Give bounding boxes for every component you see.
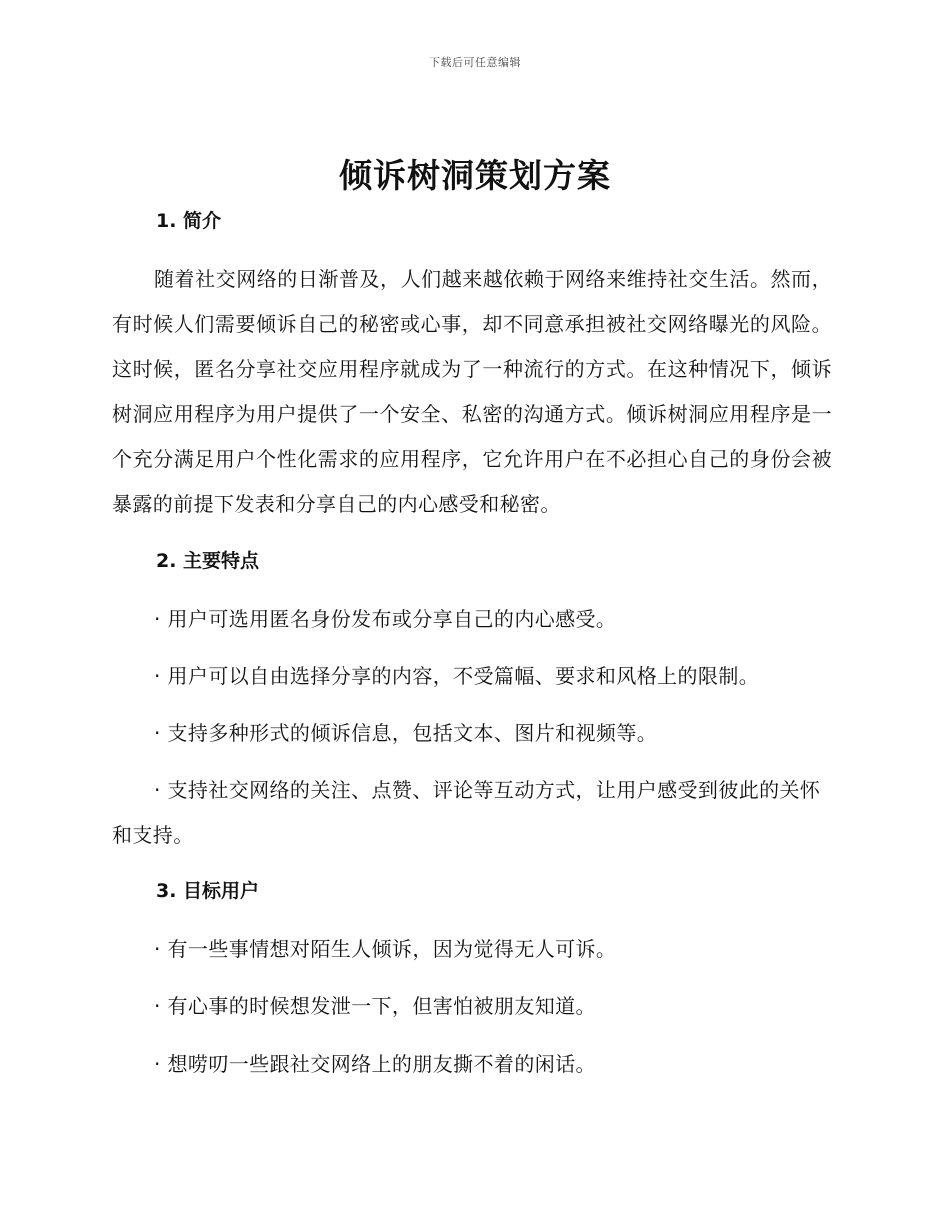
section-heading-intro: 1. 简介: [156, 210, 222, 232]
feature-bullet: · 用户可以自由选择分享的内容，不受篇幅、要求和风格上的限制。: [154, 664, 760, 688]
feature-bullet: · 用户可选用匿名身份发布或分享自己的内心感受。: [154, 607, 617, 631]
header-note: 下载后可任意编辑: [429, 56, 521, 69]
section-heading-features: 2. 主要特点: [156, 550, 260, 572]
section-heading-target-users: 3. 目标用户: [156, 880, 260, 902]
target-user-bullet: · 有一些事情想对陌生人倾诉，因为觉得无人可诉。: [154, 937, 617, 961]
target-user-bullet: · 有心事的时候想发泄一下，但害怕被朋友知道。: [154, 994, 596, 1018]
document-title: 倾诉树洞策划方案: [339, 156, 611, 195]
feature-bullet: · 支持社交网络的关注、点赞、评论等互动方式，让用户感受到彼此的关怀和支持。: [112, 778, 821, 847]
intro-paragraph: 随着社交网络的日渐普及，人们越来越依赖于网络来维持社交生活。然而，有时候人们需要倾诉自己的秘密或心事，却不同意承担被社交网络曝光的风险。这时候，匿名分享社交应用程序就成为了一种流行的方式。在这种情况下，倾诉树洞应用程序为用户提供了一个安全、私密的沟通方式。倾诉树洞应用程序是一个充分满足用户个性化需求的应用程序，它允许用户在不必担心自己的身份会被暴露的前提下发表和分享自己的内心感受和秘密。: [112, 267, 832, 516]
target-user-bullet: · 想唠叨一些跟社交网络上的朋友撕不着的闲话。: [154, 1052, 596, 1076]
feature-bullet: · 支持多种形式的倾诉信息，包括文本、图片和视频等。: [154, 721, 658, 745]
